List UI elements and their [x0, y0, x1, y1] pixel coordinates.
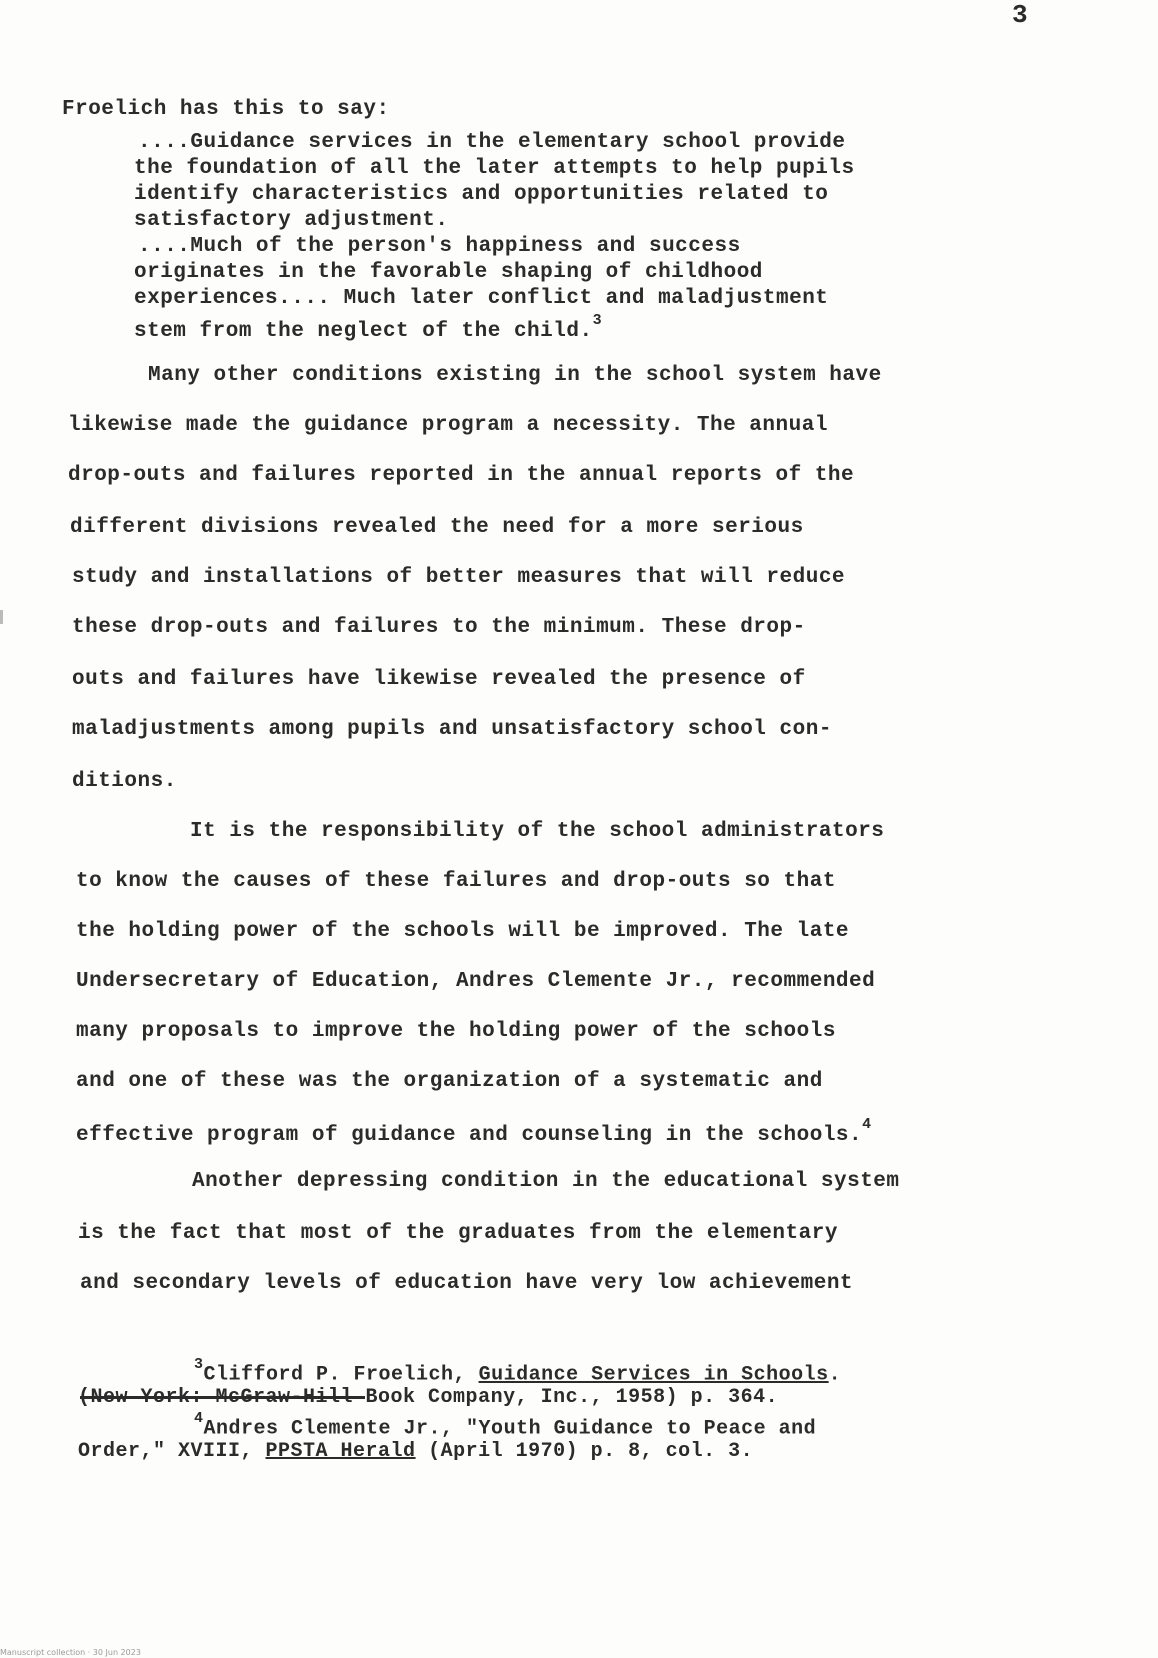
- quote-line: satisfactory adjustment.: [134, 209, 449, 232]
- scan-footer: Manuscript collection · 30 Jun 2023: [0, 1648, 141, 1657]
- footnote-4-line-1: [194, 1410, 817, 1441]
- body-line: Another depressing condition in the educational system: [192, 1170, 900, 1193]
- body-text: effective program of guidance and counseling in the schools.: [76, 1124, 863, 1147]
- body-line: It is the responsibility of the school administrators: [190, 820, 885, 843]
- body-line: and one of these was the organization of a systematic and: [76, 1070, 823, 1093]
- body-line: outs and failures have likewise revealed the presence of: [72, 668, 806, 691]
- footnote-3-line-1: [194, 1356, 842, 1387]
- footnote-4-end: (April 1970) p. 8, col. 3.: [415, 1440, 754, 1463]
- footnote-3-mark: 3: [194, 1356, 204, 1373]
- body-line: to know the causes of these failures and drop-outs so that: [76, 870, 836, 893]
- body-line: many proposals to improve the holding power of the schools: [76, 1020, 836, 1043]
- body-line: likewise made the guidance program a necessity. The annual: [68, 414, 828, 437]
- footnote-4-mark: 4: [194, 1410, 204, 1427]
- body-line: Undersecretary of Education, Andres Clemente Jr., recommended: [76, 970, 876, 993]
- body-line: maladjustments among pupils and unsatisfactory school con-: [72, 718, 832, 741]
- footnote-3-author: Clifford P. Froelich,: [203, 1363, 479, 1387]
- body-line-last: [76, 1116, 872, 1147]
- quote-line: the foundation of all the later attempts to help pupils: [134, 157, 855, 180]
- quote-line: experiences.... Much later conflict and maladjustment: [134, 287, 829, 310]
- body-line: ditions.: [72, 770, 177, 793]
- body-line: these drop-outs and failures to the minimum. These drop-: [72, 616, 806, 639]
- quote-line: originates in the favorable shaping of childhood: [134, 261, 763, 284]
- quote-line: identify characteristics and opportunities related to: [134, 183, 829, 206]
- footnote-4-line-2: [78, 1440, 753, 1463]
- footnote-4-pre: Order," XVIII,: [78, 1440, 266, 1463]
- footnote-3-end: .: [828, 1363, 842, 1387]
- quote-line: ....Guidance services in the elementary school provide: [138, 131, 846, 154]
- body-line: and secondary levels of education have very low achievement: [80, 1272, 854, 1295]
- intro-line: Froelich has this to say:: [62, 98, 390, 121]
- footnote-4-text: Andres Clemente Jr., "Youth Guidance to Peace and: [203, 1417, 817, 1441]
- footnote-3-title: Guidance Services in Schools: [478, 1363, 829, 1387]
- quote-line-last: [134, 312, 602, 345]
- body-line: Many other conditions existing in the school system have: [148, 364, 882, 387]
- body-line: different divisions revealed the need for a more serious: [70, 516, 804, 539]
- page-number: 3: [1012, 0, 1029, 30]
- body-line: is the fact that most of the graduates from the elementary: [78, 1222, 838, 1245]
- body-line: study and installations of better measures that will reduce: [72, 566, 846, 589]
- body-line: drop-outs and failures reported in the annual reports of the: [68, 464, 855, 487]
- footnote-4-title: PPSTA Herald: [265, 1440, 416, 1463]
- scan-smudge: [0, 610, 3, 624]
- footnote-ref-4: 4: [862, 1116, 872, 1133]
- body-line: the holding power of the schools will be improved. The late: [76, 920, 850, 943]
- quote-text: stem from the neglect of the child.: [134, 320, 593, 343]
- quote-line: ....Much of the person's happiness and success: [138, 235, 741, 258]
- footnote-ref-3: 3: [592, 312, 603, 329]
- footnote-3-line-2: (New York: McGraw-Hill Book Company, Inc., 1958) p. 364.: [78, 1386, 779, 1409]
